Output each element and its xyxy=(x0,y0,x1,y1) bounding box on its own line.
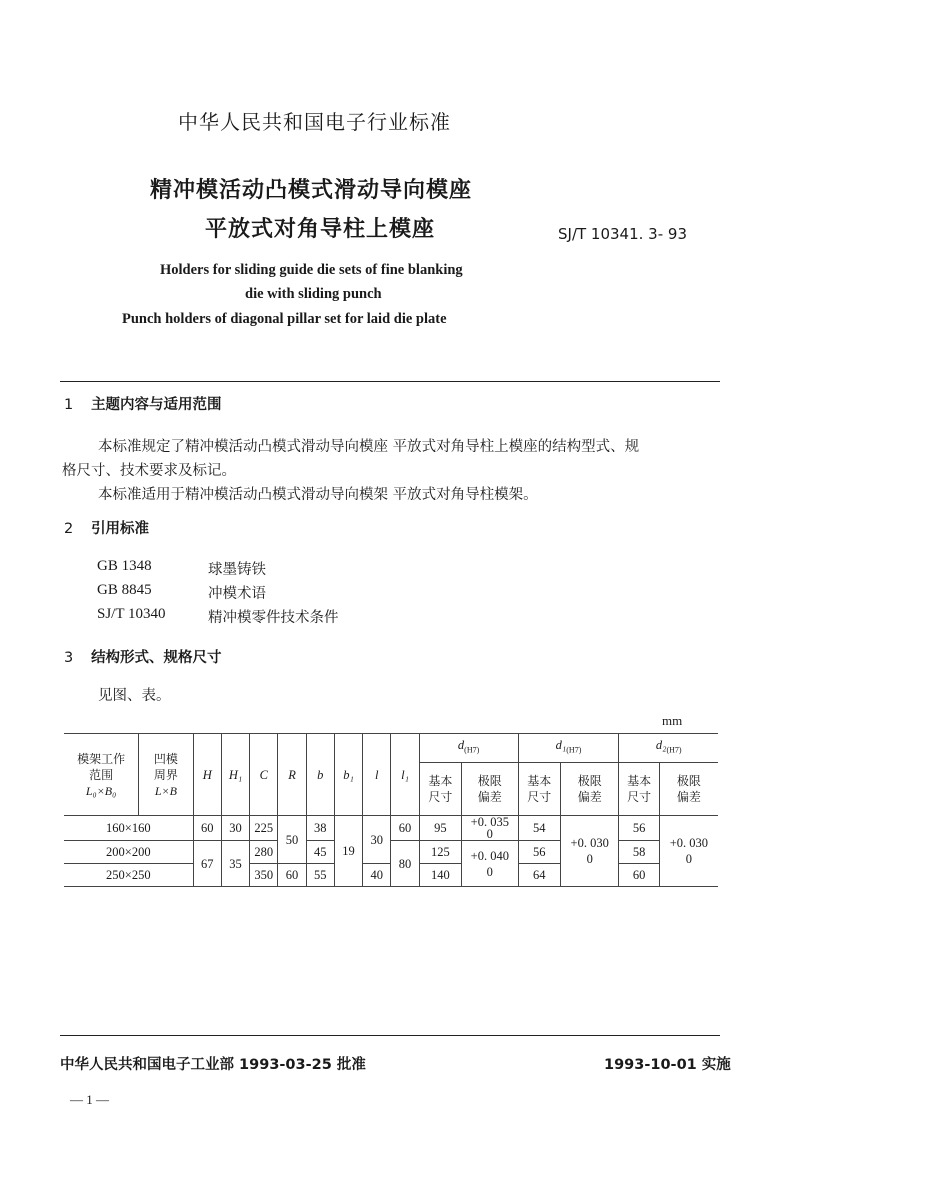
reference-name: 冲模术语 xyxy=(208,586,266,602)
cell-b1: 19 xyxy=(334,816,362,887)
cell-d1: 56 xyxy=(518,841,560,864)
cell-C: 350 xyxy=(250,864,278,887)
table-header-row xyxy=(64,734,718,763)
section-1-paragraph-1-line-1: 本标准规定了精冲模活动凸模式滑动导向模座 平放式对角导柱上模座的结构型式、规 xyxy=(98,439,640,455)
cell-H: 67 xyxy=(193,841,221,887)
header-d2-basic: 基本 尺寸 xyxy=(619,763,659,816)
implementation-date: 1993-10-01 实施 xyxy=(604,1057,731,1073)
english-title-line-1: Holders for sliding guide die sets of fine blanking xyxy=(160,262,463,278)
cell-d2: 58 xyxy=(619,841,659,864)
english-title-line-2: die with sliding punch xyxy=(245,286,382,302)
section-number: 3 xyxy=(64,650,74,666)
cell-d2: 60 xyxy=(619,864,659,887)
cell-d2-tol: +0. 030 0 xyxy=(659,816,718,887)
cell-d: 125 xyxy=(419,841,461,864)
header-l: l xyxy=(363,734,391,816)
title-line-1: 精冲模活动凸模式滑动导向模座 xyxy=(150,178,473,203)
header-d-limit: 极限 偏差 xyxy=(462,763,519,816)
table-row xyxy=(64,841,718,864)
cell-b: 55 xyxy=(306,864,334,887)
reference-name: 精冲模零件技术条件 xyxy=(208,610,339,626)
cell-C: 225 xyxy=(250,816,278,841)
section-3-paragraph: 见图、表。 xyxy=(98,688,171,704)
cell-R: 60 xyxy=(278,864,306,887)
cell-range: 200×200 xyxy=(64,841,193,864)
section-number: 2 xyxy=(64,521,74,537)
section-3-heading xyxy=(64,646,222,667)
cell-l: 40 xyxy=(363,864,391,887)
section-2-heading xyxy=(64,517,149,538)
header-d: $d_{(H7)}$ xyxy=(419,734,518,763)
section-1-paragraph-1-line-2: 格尺寸、技术要求及标记。 xyxy=(62,463,236,479)
section-1-heading xyxy=(64,393,222,414)
reference-code: GB 1348 xyxy=(97,558,152,574)
header-d1-basic: 基本 尺寸 xyxy=(518,763,560,816)
cell-R: 50 xyxy=(278,816,306,864)
header-d1-limit: 极限 偏差 xyxy=(560,763,619,816)
header-b1: b₁ xyxy=(334,734,362,816)
cell-H1: 30 xyxy=(221,816,249,841)
cell-d: 140 xyxy=(419,864,461,887)
standard-category: 中华人民共和国电子行业标准 xyxy=(178,110,451,134)
section-title: 引用标准 xyxy=(91,521,150,537)
cell-d-tol: +0. 035 0 xyxy=(462,816,519,841)
cell-H1: 35 xyxy=(221,841,249,887)
cell-l: 30 xyxy=(363,816,391,864)
cell-range: 160×160 xyxy=(64,816,193,841)
reference-name: 球墨铸铁 xyxy=(208,562,266,578)
cell-d: 95 xyxy=(419,816,461,841)
unit-label: mm xyxy=(662,713,683,728)
header-H: H xyxy=(193,734,221,816)
cell-d-tol: +0. 040 0 xyxy=(462,841,519,887)
reference-code: GB 8845 xyxy=(97,582,152,598)
footer-divider xyxy=(60,1035,720,1036)
cell-d1-tol: +0. 030 0 xyxy=(560,816,619,887)
english-title-line-3: Punch holders of diagonal pillar set for laid die plate xyxy=(122,311,447,327)
header-d-basic: 基本 尺寸 xyxy=(419,763,461,816)
spec-table xyxy=(64,733,718,887)
section-1-paragraph-2: 本标准适用于精冲模活动凸模式滑动导向模架 平放式对角导柱模架。 xyxy=(98,487,538,503)
table-row xyxy=(64,816,718,841)
section-number: 1 xyxy=(64,397,74,413)
cell-l1: 60 xyxy=(391,816,419,841)
cell-b: 45 xyxy=(306,841,334,864)
cell-C: 280 xyxy=(250,841,278,864)
header-R: R xyxy=(278,734,306,816)
header-d1: $d_1_{(H7)}$ xyxy=(518,734,619,763)
header-H1: H₁ xyxy=(221,734,249,816)
header-b: b xyxy=(306,734,334,816)
section-title: 结构形式、规格尺寸 xyxy=(91,650,222,666)
cell-H: 60 xyxy=(193,816,221,841)
reference-code: SJ/T 10340 xyxy=(97,606,166,622)
title-line-2: 平放式对角导柱上模座 xyxy=(205,217,436,242)
cell-l1: 80 xyxy=(391,841,419,887)
header-divider xyxy=(60,381,720,382)
header-range: 模架工作 范围 L₀×B₀ xyxy=(64,734,139,816)
header-die-perimeter: 凹模 周界 L×B xyxy=(139,734,193,816)
cell-b: 38 xyxy=(306,816,334,841)
cell-d1: 54 xyxy=(518,816,560,841)
header-l1: l₁ xyxy=(391,734,419,816)
page-number: — 1 — xyxy=(70,1092,109,1107)
header-d2-limit: 极限 偏差 xyxy=(659,763,718,816)
standard-code: SJ/T 10341. 3- 93 xyxy=(558,225,687,243)
cell-d2: 56 xyxy=(619,816,659,841)
cell-range: 250×250 xyxy=(64,864,193,887)
section-title: 主题内容与适用范围 xyxy=(91,397,222,413)
header-d2: $d_2_{(H7)}$ xyxy=(619,734,718,763)
approval-line: 中华人民共和国电子工业部 1993-03-25 批准 xyxy=(60,1057,366,1073)
cell-d1: 64 xyxy=(518,864,560,887)
header-C: C xyxy=(250,734,278,816)
